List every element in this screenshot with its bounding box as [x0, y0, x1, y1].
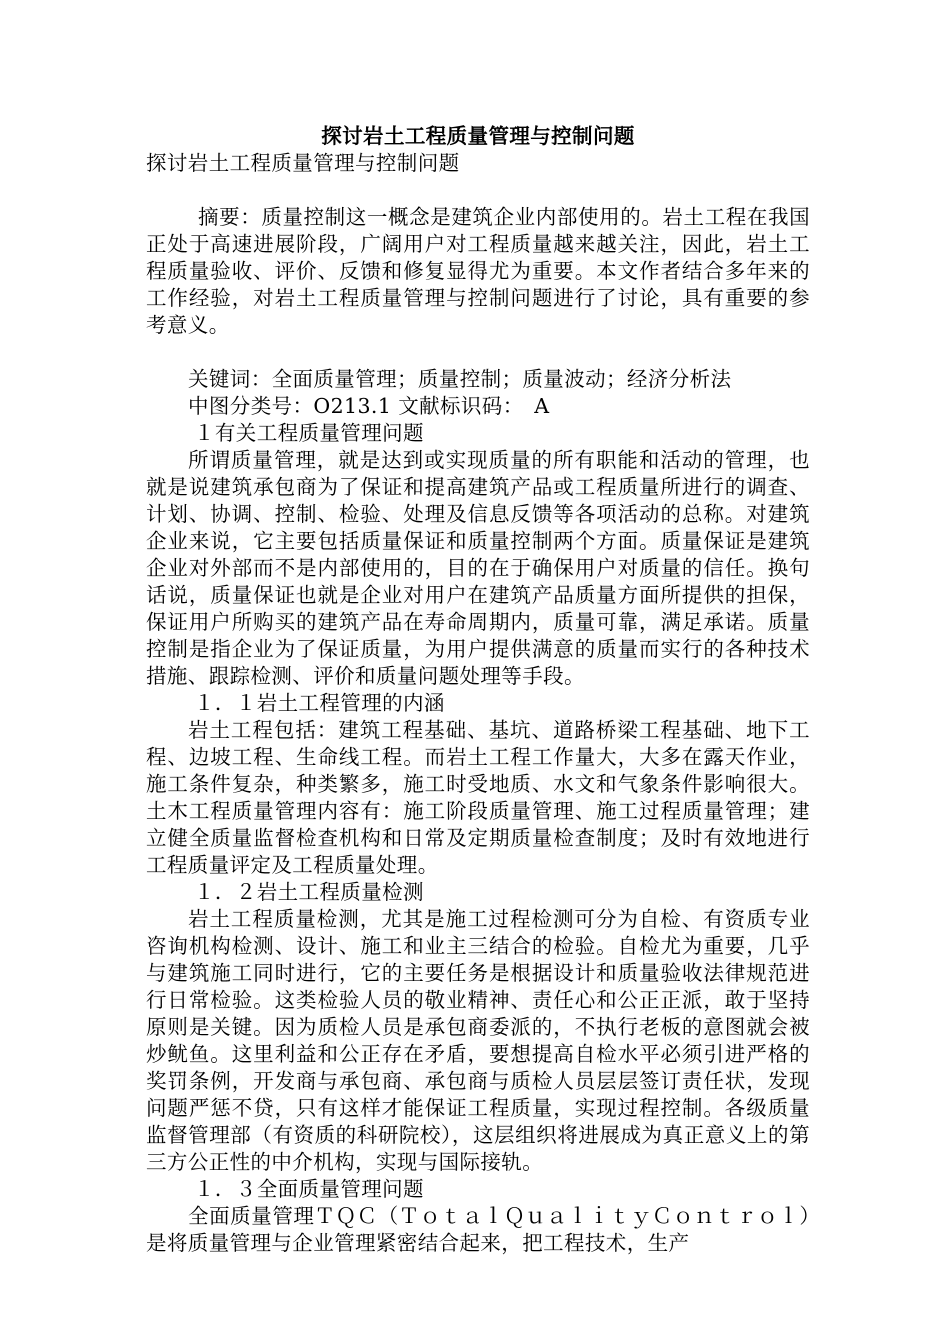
blank-line	[146, 177, 810, 204]
section-1-1-paragraph: 岩土工程包括：建筑工程基础、基坑、道路桥梁工程基础、地下工程、边坡工程、生命线工程。而岩土工程工作量大，大多在露天作业，施工条件复杂，种类繁多，施工时受地质、水文和气象条件影响很大。土木工程质量管理内容有：施工阶段质量管理、施工过程质量管理；建立健全质量监督检查机构和日常及定期质量检查制度；及时有效地进行工程质量评定及工程质量处理。	[146, 718, 810, 877]
section-1-2-heading: １．２岩土工程质量检测	[194, 880, 424, 904]
document-subtitle: 探讨岩土工程质量管理与控制问题	[146, 151, 460, 175]
section-1-heading: １有关工程质量管理问题	[194, 421, 424, 445]
section-1-2-paragraph: 岩土工程质量检测，尤其是施工过程检测可分为自检、有资质专业咨询机构检测、设计、施工和业主三结合的检验。自检尤为重要，几乎与建筑施工同时进行，它的主要任务是根据设计和质量验收法律规范进行日常检验。这类检验人员的敬业精神、责任心和公正正派，敢于坚持原则是关键。因为质检人员是承包商委派的，不执行老板的意图就会被炒鱿鱼。这里利益和公正存在矛盾，要想提高自检水平必须引进严格的奖罚条例，开发商与承包商、承包商与质检人员层层签订责任状，发现问题严惩不贷，只有这样才能保证工程质量，实现过程控制。各级质量监督管理部（有资质的科研院校），这层组织将进展成为真正意义上的第三方公正性的中介机构，实现与国际接轨。	[146, 907, 810, 1174]
section-1-3-heading: １．３全面质量管理问题	[194, 1177, 424, 1201]
document-title: 探讨岩土工程质量管理与控制问题	[321, 124, 635, 148]
classification-line: 中图分类号：O213.1 文献标识码： A	[188, 394, 550, 418]
document-page	[146, 122, 810, 1257]
keywords-line: 关键词：全面质量管理；质量控制；质量波动；经济分析法	[188, 367, 732, 391]
section-1-3-paragraph: 全面质量管理ＴＱＣ（ＴｏｔａｌＱｕａｌｉｔｙＣｏｎｔｒｏｌ）是将质量管理与企业管理紧密结合起来，把工程技术，生产	[146, 1204, 810, 1255]
blank-line	[146, 339, 810, 366]
section-1-1-heading: １．１岩土工程管理的内涵	[194, 691, 445, 715]
section-1-paragraph: 所谓质量管理，就是达到或实现质量的所有职能和活动的管理，也就是说建筑承包商为了保证和提高建筑产品或工程质量所进行的调查、计划、协调、控制、检验、处理及信息反馈等各项活动的总称。对建筑企业来说，它主要包括质量保证和质量控制两个方面。质量保证是建筑企业对外部而不是内部使用的，目的在于确保用户对质量的信任。换句话说，质量保证也就是企业对用户在建筑产品质量方面所提供的担保，保证用户所购买的建筑产品在寿命周期内，质量可靠，满足承诺。质量控制是指企业为了保证质量，为用户提供满意的质量而实行的各种技术措施、跟踪检测、评价和质量问题处理等手段。	[146, 448, 810, 688]
abstract-paragraph: 摘要：质量控制这一概念是建筑企业内部使用的。岩土工程在我国正处于高速进展阶段，广阔用户对工程质量越来越关注，因此，岩土工程质量验收、评价、反馈和修复显得尤为重要。本文作者结合多年来的工作经验，对岩土工程质量管理与控制问题进行了讨论，具有重要的参考意义。	[146, 205, 810, 337]
